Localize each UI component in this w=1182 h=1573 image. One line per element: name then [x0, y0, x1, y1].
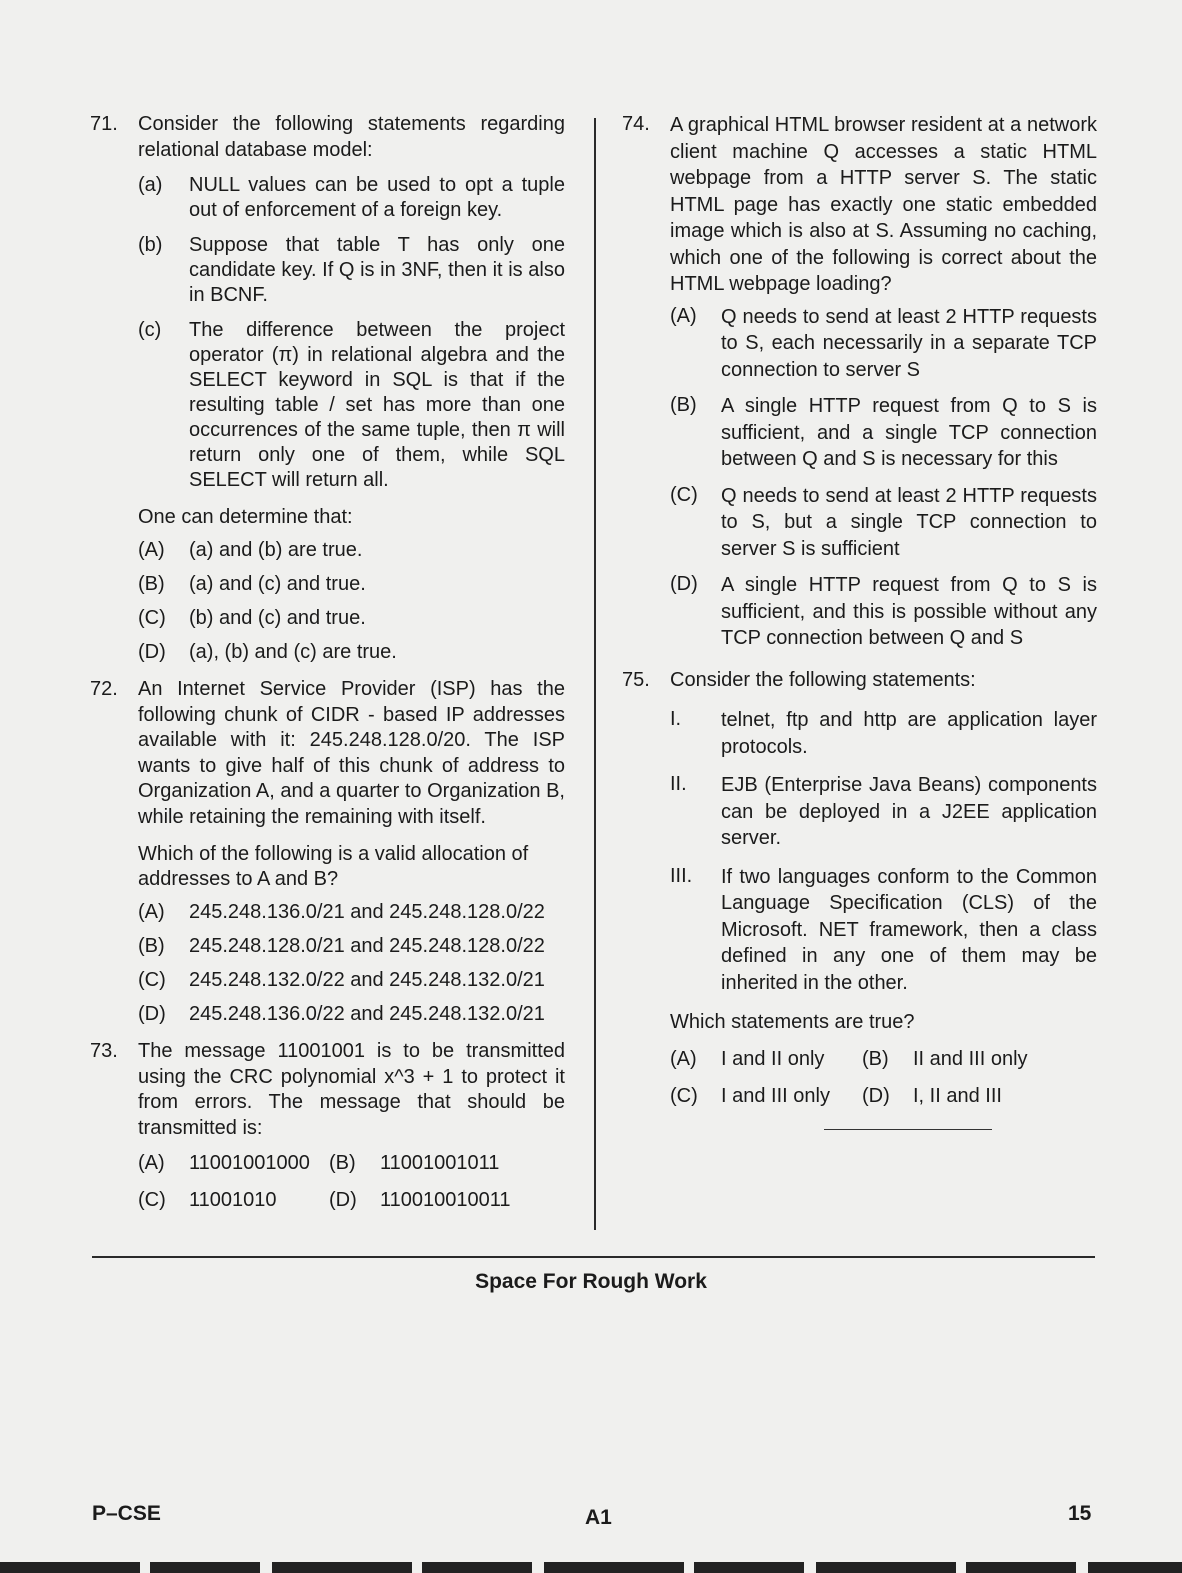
statement-item [138, 318, 565, 493]
question-73 [90, 1039, 565, 1213]
answer-option [670, 572, 1097, 652]
option-label: (A) [670, 1048, 697, 1070]
answer-option [138, 572, 565, 597]
option-text: (b) and (c) and true. [189, 607, 366, 629]
page-number: 15 [1068, 1502, 1092, 1525]
option-text: (a) and (b) are true. [189, 539, 363, 561]
answer-option [138, 606, 565, 631]
question-75 [622, 668, 1097, 1131]
statement-item [670, 864, 1097, 997]
option-label: (D) [862, 1085, 890, 1107]
statement-item [670, 707, 1097, 760]
option-label: (A) [138, 539, 165, 561]
statement-text: EJB (Enterprise Java Beans) components can be deployed in a J2EE application server. [721, 774, 1097, 849]
option-text: II and III only [913, 1048, 1028, 1070]
left-column [90, 112, 565, 1225]
question-text: The message 11001001 is to be transmitted using the CRC polynomial x^3 + 1 to protect it from errors. The message that should be transmitted is: [138, 1040, 565, 1139]
option-text: 245.248.128.0/21 and 245.248.128.0/22 [189, 935, 545, 957]
option-text: I, II and III [913, 1085, 1002, 1107]
series-code: A1 [585, 1506, 612, 1529]
question-number: 71. [90, 113, 118, 135]
question-number: 73. [90, 1040, 118, 1062]
statement-label: (b) [138, 234, 163, 256]
question-prompt: Which statements are true? [670, 1011, 915, 1033]
statement-text: The difference between the project operator (π) in relational algebra and the SELECT keyword in SQL is that if the resulting table / set has more than one occurrences of the same tuple, then π will return only one of them, while SQL SELECT will return all. [189, 319, 565, 491]
answer-option [138, 934, 565, 959]
option-label: (B) [329, 1152, 356, 1174]
statement-list [670, 707, 1097, 996]
option-text: 110010010011 [380, 1189, 511, 1211]
answer-option [670, 393, 1097, 473]
statement-text: telnet, ftp and http are application layer protocols. [721, 709, 1097, 758]
option-text: I and III only [721, 1085, 830, 1107]
option-label: (C) [138, 1189, 166, 1211]
question-number: 72. [90, 678, 118, 700]
option-text: 245.248.136.0/22 and 245.248.132.0/21 [189, 1003, 545, 1025]
statement-text: If two languages conform to the Common Language Specification (CLS) of the Microsoft. NET framework, then a class defined in any one of them may be inherited in the other. [721, 865, 1097, 994]
question-text: A graphical HTML browser resident at a network client machine Q accesses a static HTML webpage from a HTTP server S. The static HTML page has exactly one static embedded image which is also at S. Assuming no caching, which one of the following is correct about the HTML webpage loading? [670, 114, 1097, 295]
answer-option-row [138, 1151, 565, 1176]
option-text: A single HTTP request from Q to S is sufficient, and this is possible without any TCP connection between Q and S [721, 574, 1097, 649]
question-prompt: Which of the following is a valid allocation of addresses to A and B? [138, 843, 529, 890]
option-label: (B) [862, 1048, 889, 1070]
option-text: I and II only [721, 1048, 825, 1070]
option-label: (B) [138, 573, 165, 595]
statement-text: NULL values can be used to opt a tuple out of enforcement of a foreign key. [189, 174, 565, 221]
option-label: (B) [670, 394, 697, 416]
option-label: (C) [138, 969, 166, 991]
option-label: (D) [138, 641, 166, 663]
answer-option [138, 538, 565, 563]
answer-option [862, 1084, 1002, 1109]
answer-option [670, 304, 1097, 384]
question-prompt: One can determine that: [138, 506, 353, 528]
option-text: Q needs to send at least 2 HTTP requests to S, each necessarily in a separate TCP connection to server S [721, 305, 1097, 381]
answer-option [670, 1047, 862, 1072]
answer-option [138, 1151, 329, 1176]
horizontal-divider [92, 1256, 1095, 1258]
option-text: 11001001011 [380, 1152, 500, 1174]
answer-option [138, 968, 565, 993]
option-text: A single HTTP request from Q to S is sufficient, and a single TCP connection between Q and S is necessary for this [721, 395, 1097, 470]
statement-label: II. [670, 773, 687, 795]
option-text: 245.248.136.0/21 and 245.248.128.0/22 [189, 901, 545, 923]
question-number: 75. [622, 668, 650, 691]
statement-label: I. [670, 708, 682, 730]
option-label: (A) [670, 304, 697, 327]
statement-item [138, 233, 565, 308]
option-label: (A) [138, 1152, 165, 1174]
statement-label: III. [670, 864, 693, 887]
rough-work-heading: Space For Rough Work [475, 1270, 707, 1293]
question-72 [90, 677, 565, 1027]
option-text: 11001010 [189, 1189, 277, 1211]
answer-option-row [138, 1188, 565, 1213]
answer-option [138, 900, 565, 925]
answer-option [670, 1084, 862, 1109]
option-text: 245.248.132.0/22 and 245.248.132.0/21 [189, 969, 545, 991]
statement-list [138, 173, 565, 493]
answer-option-row [670, 1047, 1097, 1072]
end-of-section-line [824, 1129, 992, 1130]
question-text: Consider the following statements: [670, 668, 976, 691]
option-label: (C) [670, 483, 698, 506]
statement-item [670, 772, 1097, 852]
option-label: (A) [138, 901, 165, 923]
option-label: (D) [670, 573, 698, 595]
paper-code: P–CSE [92, 1502, 161, 1525]
answer-option-row [670, 1084, 1097, 1109]
answer-option [138, 640, 565, 665]
answer-option [862, 1047, 1028, 1072]
statement-label: (c) [138, 319, 162, 341]
answer-option [670, 483, 1097, 563]
question-74 [622, 112, 1097, 652]
option-label: (B) [138, 935, 165, 957]
right-column [622, 112, 1097, 1142]
scan-bar [0, 1562, 1182, 1573]
answer-option [138, 1002, 565, 1027]
question-text: An Internet Service Provider (ISP) has the following chunk of CIDR - based IP addresses available with it: 245.248.128.0/20. The ISP wants to give half of this chunk of address to Organization A, and a quarter to Organization B, while retaining the remaining with itself. [138, 678, 565, 828]
question-71 [90, 112, 565, 665]
answer-option [329, 1188, 511, 1213]
statement-text: Suppose that table T has only one candidate key. If Q is in 3NF, then it is also in BCNF. [189, 234, 565, 306]
answer-option [329, 1151, 499, 1176]
option-text: (a) and (c) and true. [189, 573, 366, 595]
option-label: (D) [329, 1189, 357, 1211]
option-text: Q needs to send at least 2 HTTP requests to S, but a single TCP connection to server S is sufficient [721, 484, 1097, 560]
option-text: (a), (b) and (c) are true. [189, 641, 397, 663]
column-divider [594, 118, 596, 1230]
answer-option [138, 1188, 329, 1213]
option-label: (C) [138, 607, 166, 629]
statement-label: (a) [138, 174, 163, 196]
statement-item [138, 173, 565, 223]
option-label: (D) [138, 1003, 166, 1025]
question-text: Consider the following statements regarding relational database model: [138, 113, 565, 161]
option-label: (C) [670, 1085, 698, 1107]
question-number: 74. [622, 113, 650, 135]
option-text: 11001001000 [189, 1152, 310, 1174]
